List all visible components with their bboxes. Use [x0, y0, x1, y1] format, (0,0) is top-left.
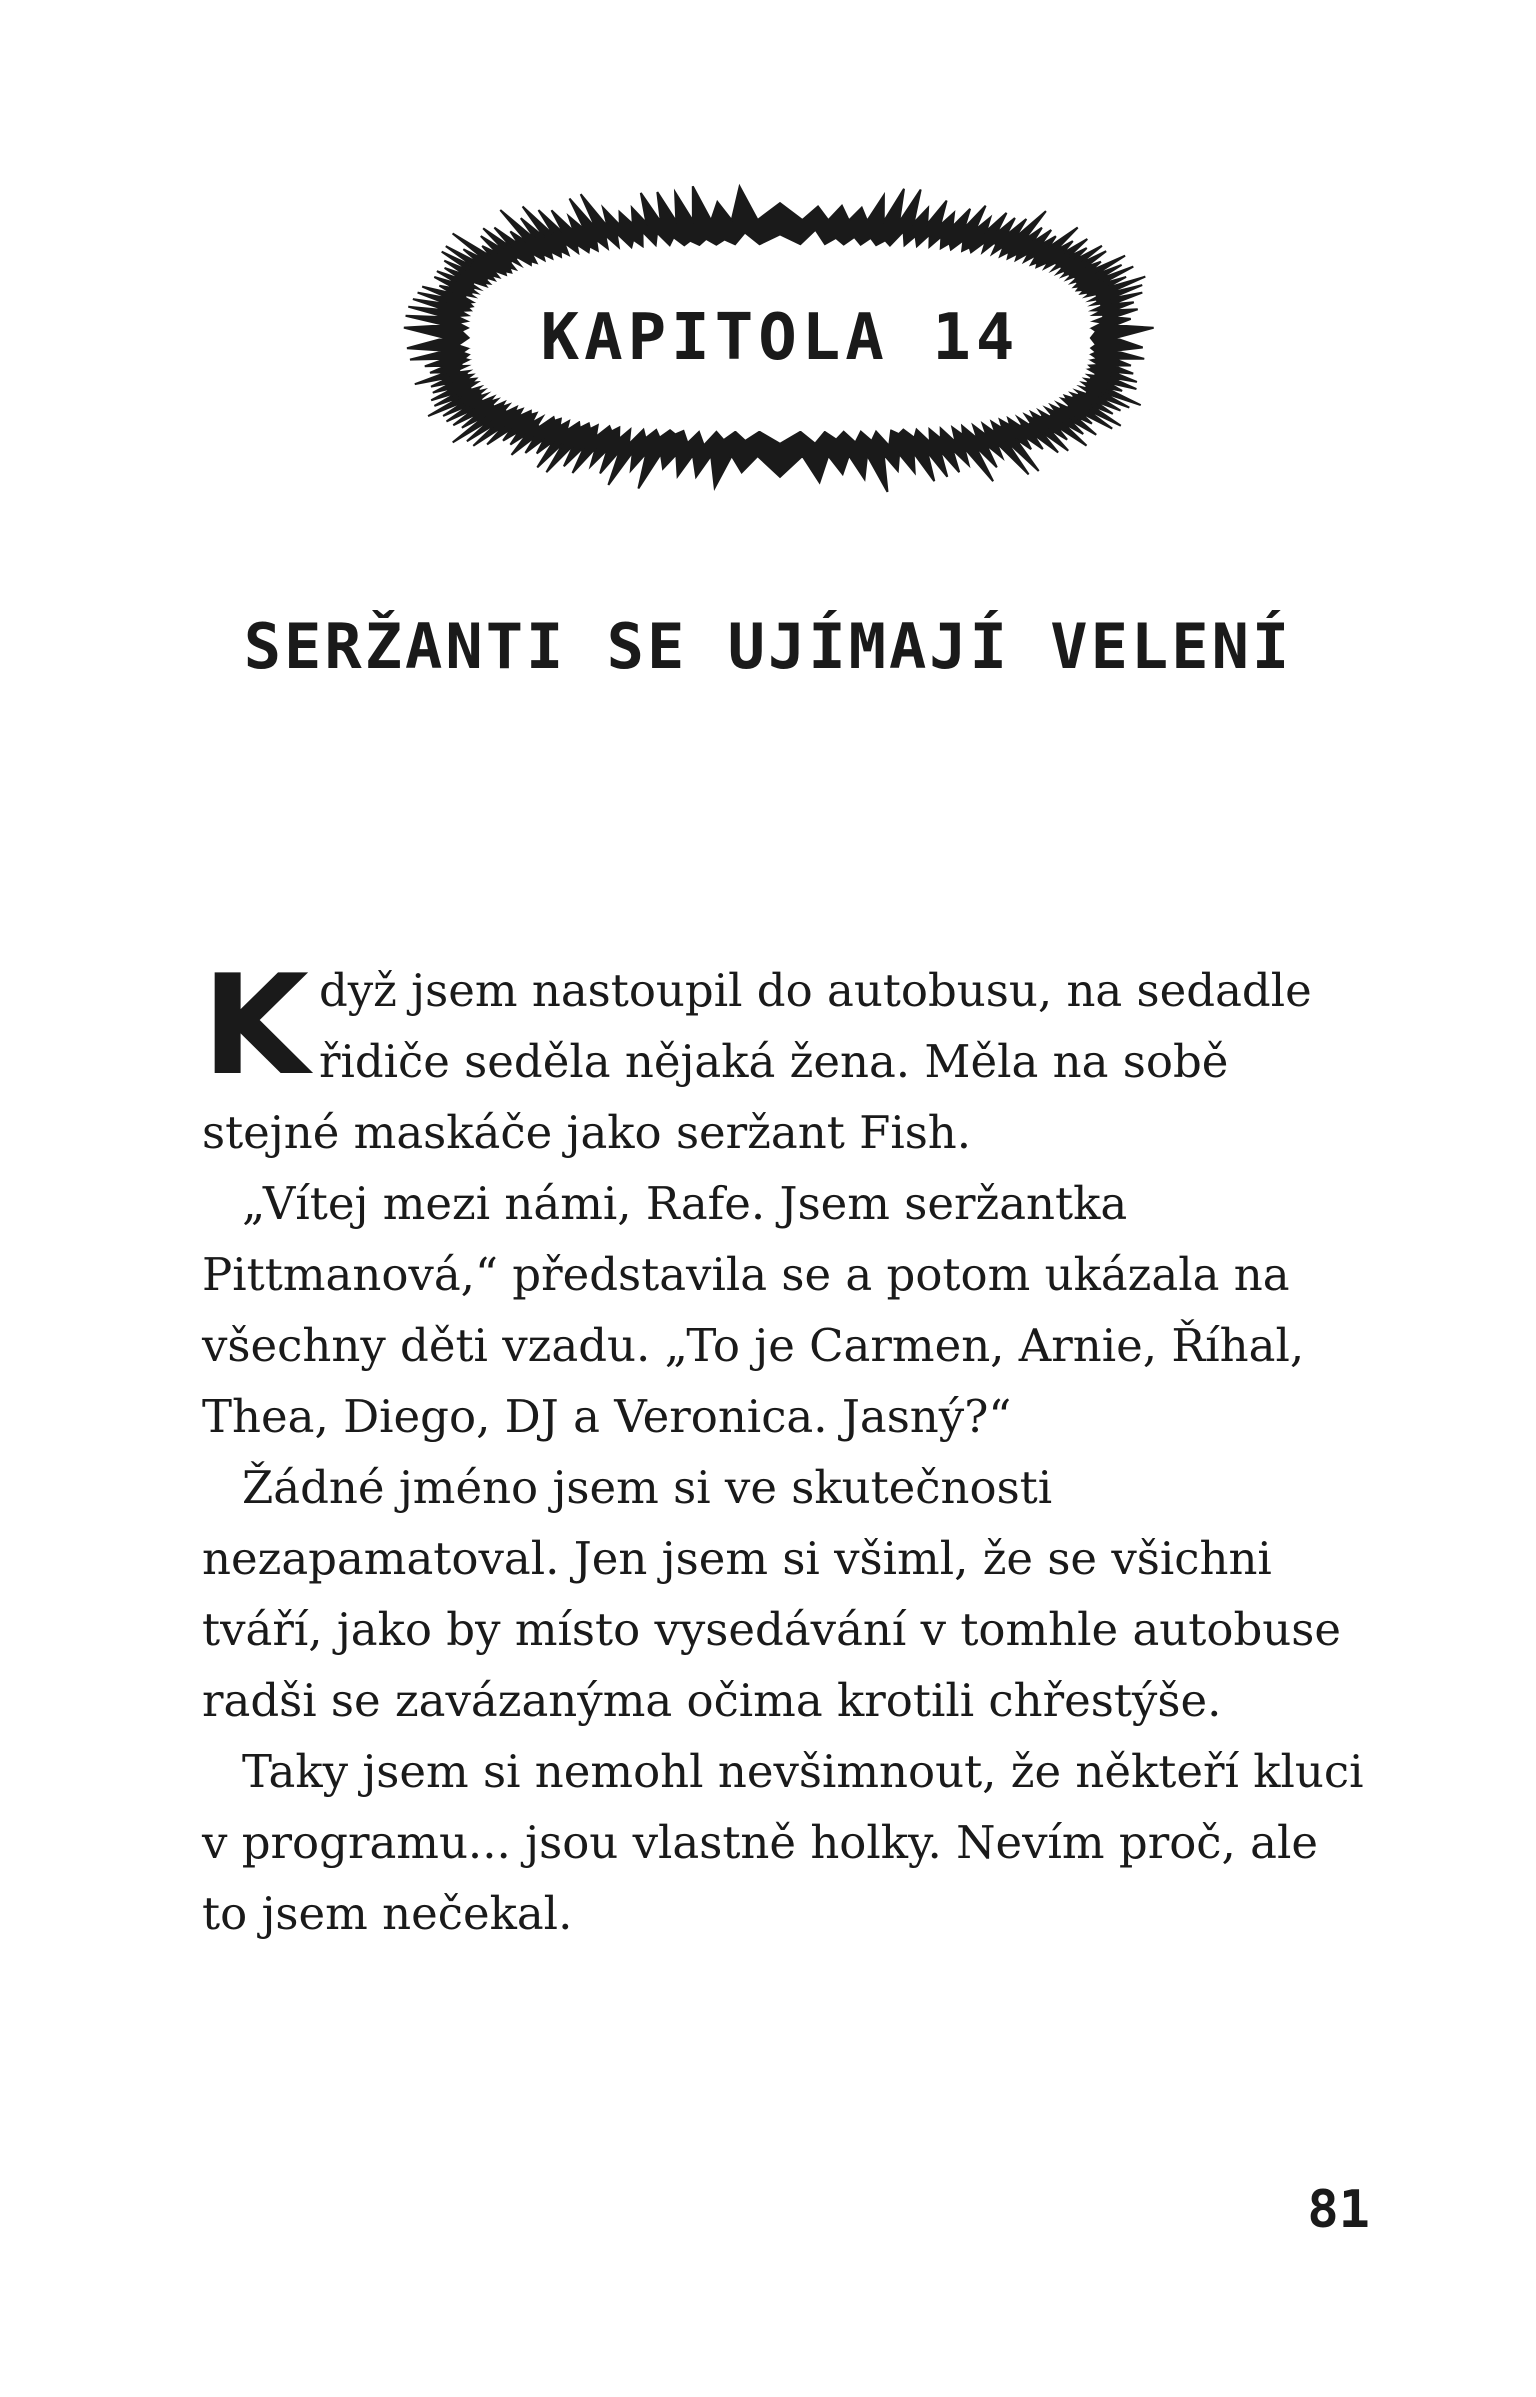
paragraph-text: dyž jsem nastoupil do autobusu, na sedadle řidiče seděla nějaká žena. Měla na sobě stejné maskáče jako seržant Fish.	[202, 964, 1312, 1159]
chapter-title: SERŽANTI SE UJÍMAJÍ VELENÍ	[243, 610, 1293, 683]
paragraph: Žádné jméno jsem si ve skutečnosti nezapamatoval. Jen jsem si všiml, že se všichni tváří, jako by místo vysedávání v tomhle autobuse radši se zavázanýma očima krotili chřestýše.	[202, 1461, 1341, 1727]
chapter-number-label: KAPITOLA 14	[540, 300, 1020, 375]
paragraph	[202, 945, 1372, 1168]
paragraph: Taky jsem si nemohl nevšimnout, že někteří kluci v programu... jsou vlastně holky. Nevím proč, ale to jsem nečekal.	[202, 1745, 1364, 1940]
chapter-badge	[395, 160, 1165, 515]
page-number: 81	[1307, 2180, 1370, 2240]
paragraph: „Vítej mezi námi, Rafe. Jsem seržantka Pittmanová,“ představila se a potom ukázala na všechny děti vzadu. „To je Carmen, Arnie, Říhal, Thea, Diego, DJ a Veronica. Jasný?“	[202, 1177, 1305, 1443]
chapter-body	[202, 945, 1372, 1949]
drop-cap: K	[202, 945, 309, 1106]
